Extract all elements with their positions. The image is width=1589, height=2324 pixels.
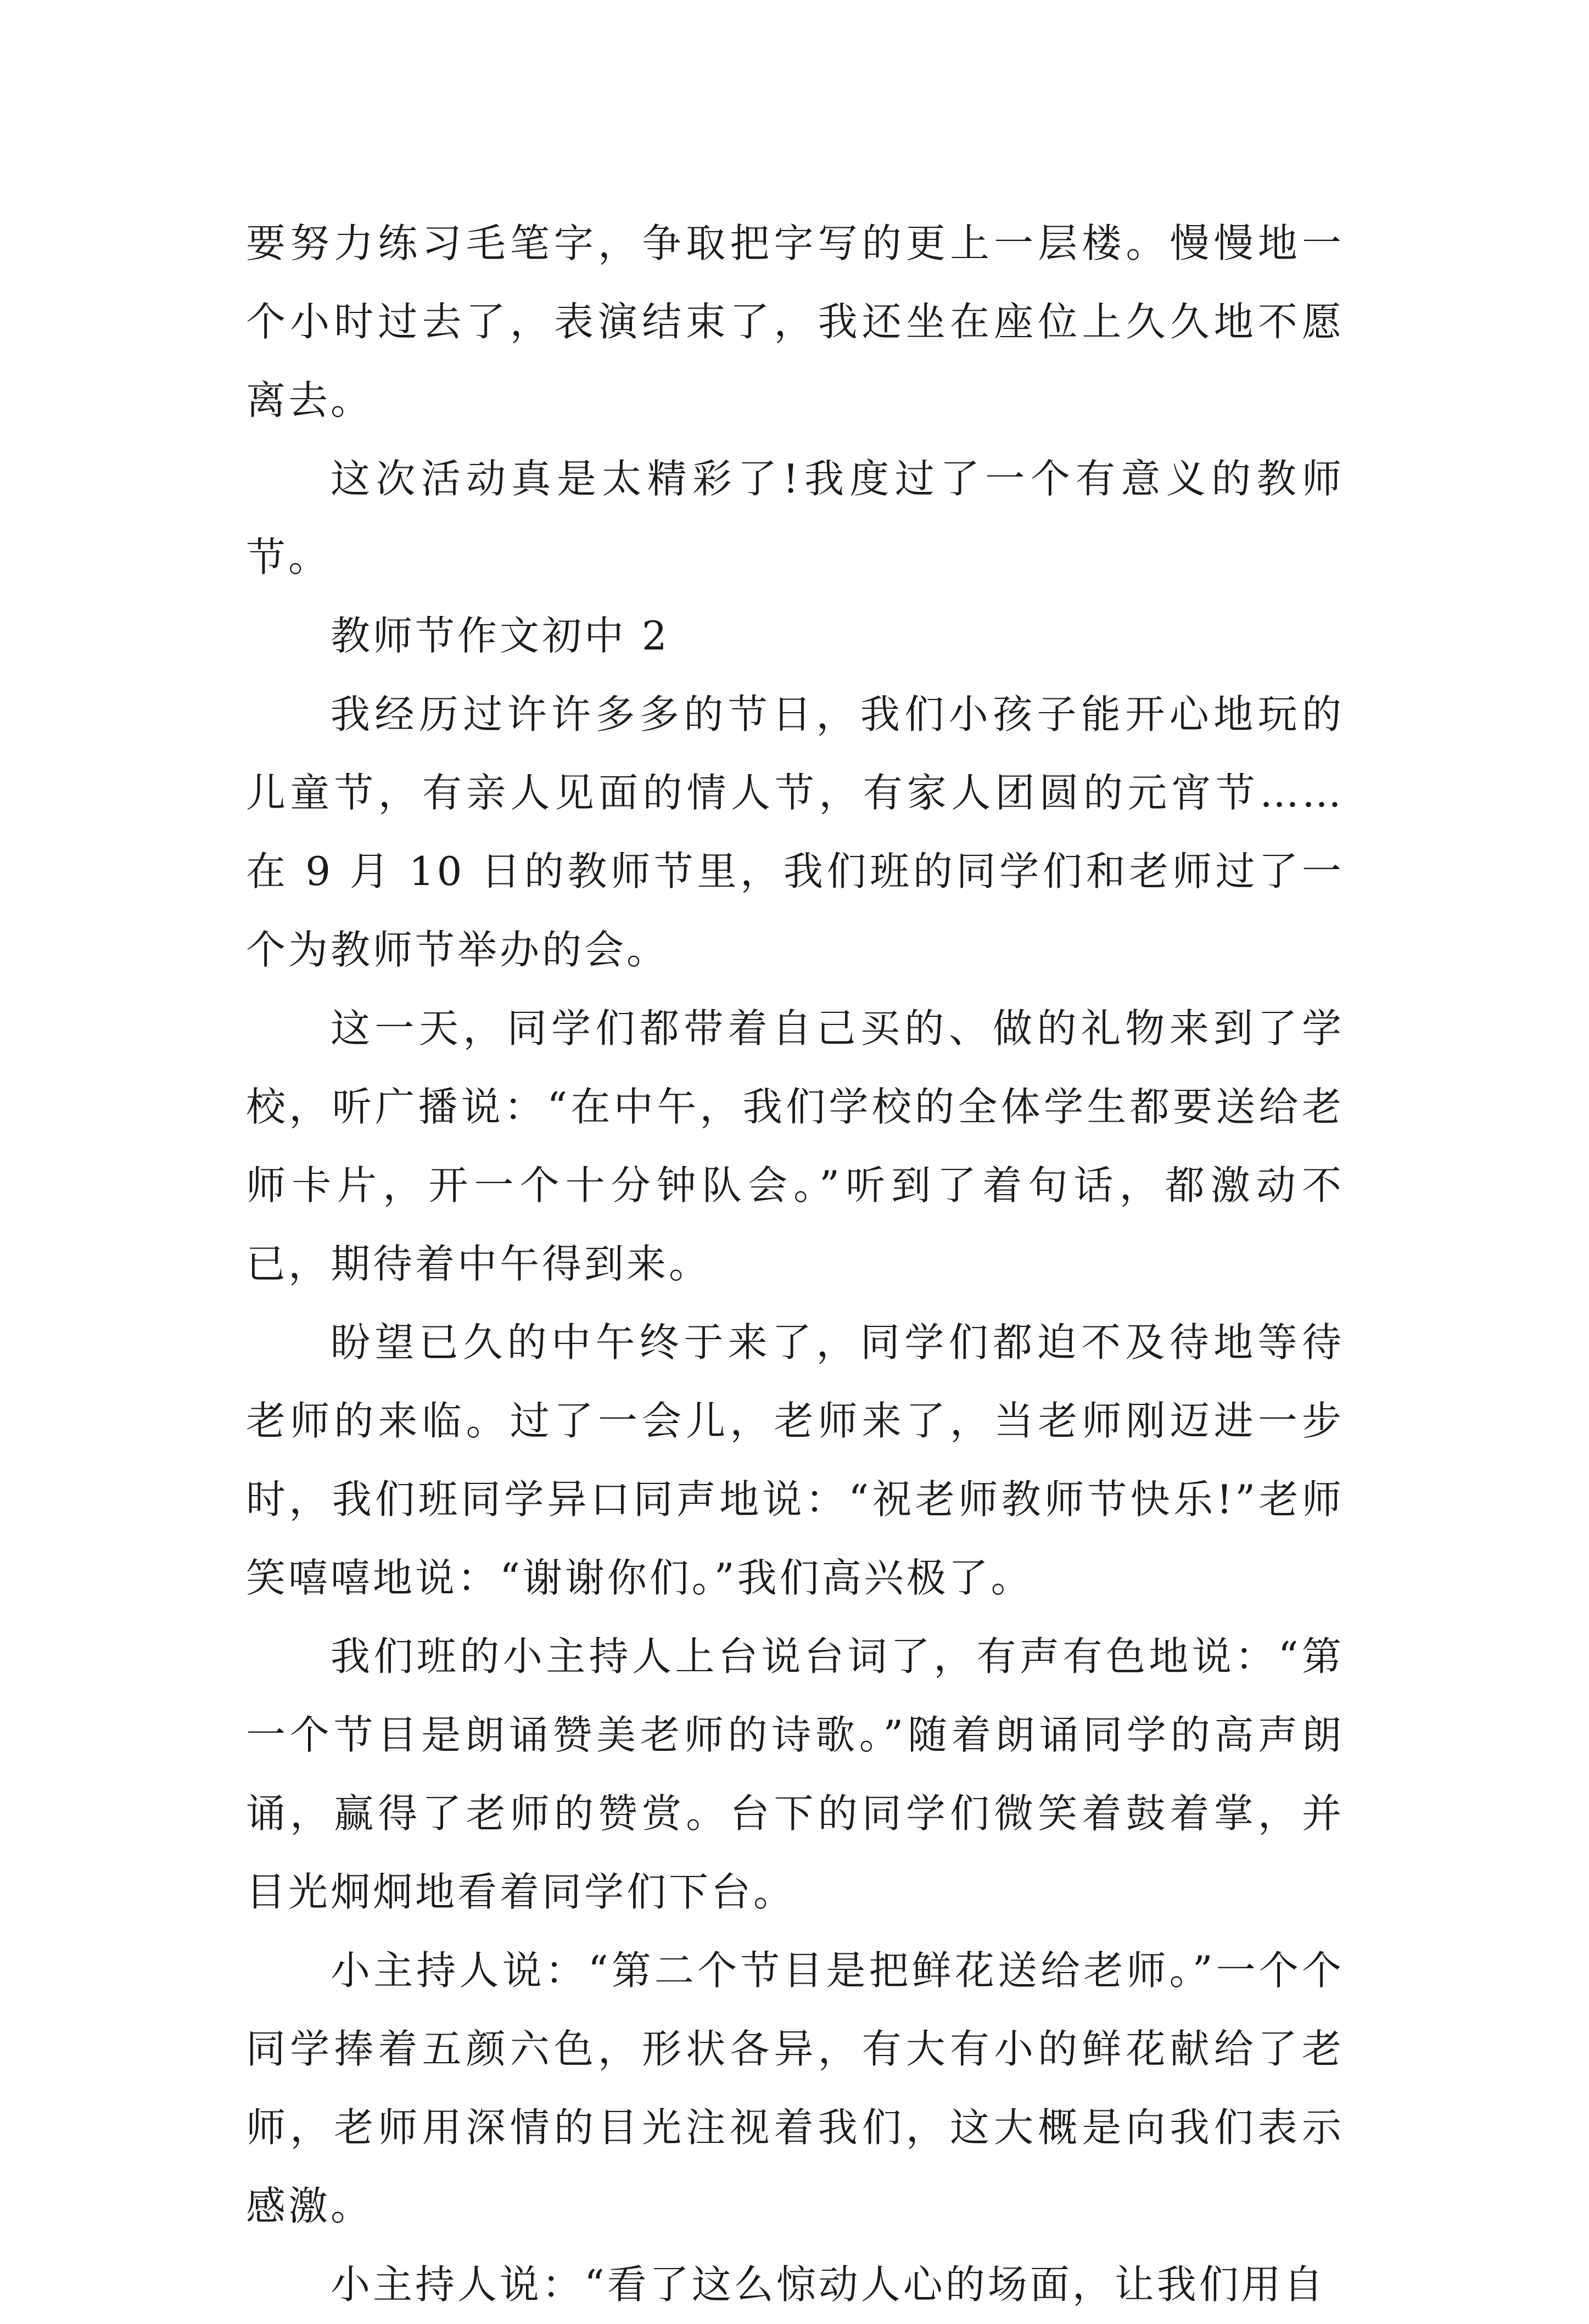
paragraph-broadcast: 这一天，同学们都带着自己买的、做的礼物来到了学校，听广播说：“在中午，我们学校的全体学生都要送给老师卡片，开一个十分钟队会。”听到了着句话，都激动不已，期待着中午得到来。	[246, 1005, 1344, 1287]
paragraph-noon-greeting: 盼望已久的中午终于来了，同学们都迫不及待地等待老师的来临。过了一会儿，老师来了，当老师刚迈进一步时，我们班同学异口同声地说：“祝老师教师节快乐!”老师笑嘻嘻地说：“谢谢你们。”我们高兴极了。	[246, 1319, 1344, 1601]
paragraph-flowers: 小主持人说：“第二个节目是把鲜花送给老师。”一个个同学捧着五颜六色，形状各异，有大有小的鲜花献给了老师，老师用深情的目光注视着我们，这大概是向我们表示感激。	[246, 1947, 1344, 2229]
paragraph-poem-recital: 我们班的小主持人上台说台词了，有声有色地说：“第一个节目是朗诵赞美老师的诗歌。”随着朗诵同学的高声朗诵，赢得了老师的赞赏。台下的同学们微笑着鼓着掌，并目光炯炯地看着同学们下台。	[246, 1633, 1344, 1915]
document-body	[246, 204, 1344, 2324]
paragraph-continuation: 要努力练习毛笔字，争取把字写的更上一层楼。慢慢地一个小时过去了，表演结束了，我还坐在座位上久久地不愿离去。	[246, 220, 1344, 423]
paragraph-activity-summary: 这次活动真是太精彩了!我度过了一个有意义的教师节。	[246, 456, 1344, 580]
essay-subtitle: 教师节作文初中 2	[331, 613, 670, 659]
paragraph-host-next: 小主持人说：“看了这么惊动人心的场面，让我们用自	[331, 2261, 1326, 2308]
paragraph-festivals: 我经历过许许多多的节日，我们小孩子能开心地玩的儿童节，有亲人见面的情人节，有家人团圆的元宵节……在 9 月 10 日的教师节里，我们班的同学们和老师过了一个为教师节举办的会。	[246, 691, 1344, 973]
